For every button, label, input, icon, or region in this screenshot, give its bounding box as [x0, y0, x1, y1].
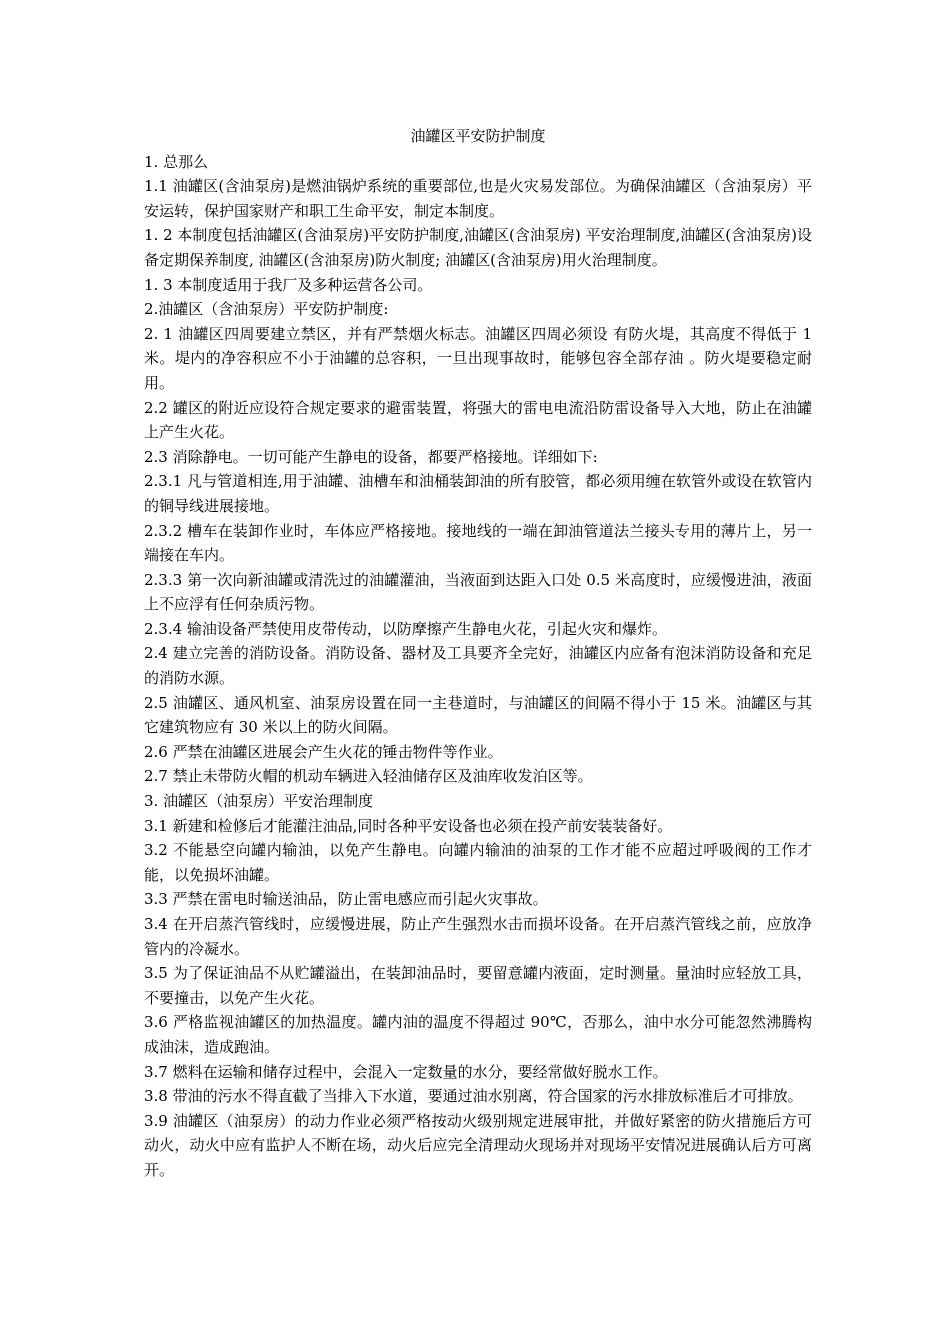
paragraph: 2.3.4 输油设备严禁使用皮带传动，以防摩擦产生静电火花，引起火灾和爆炸。 [144, 619, 667, 638]
paragraph: 1.1 油罐区(含油泵房)是燃油锅炉系统的重要部位,也是火灾易发部位。为确保油罐区（含油泵房）平安运转，保护国家财产和职工生命平安，制定本制度。 [144, 177, 812, 220]
paragraph: 1. 3 本制度适用于我厂及多种运营各公司。 [144, 275, 433, 294]
paragraph: 2.2 罐区的附近应设符合规定要求的避雷装置，将强大的雷电电流沿防雷设备导入大地，防止在油罐上产生火花。 [144, 398, 812, 442]
paragraph: 3.4 在开启蒸汽管线时，应缓慢进展，防止产生强烈水击而损坏设备。在开启蒸汽管线之前，应放净管内的冷凝水。 [144, 915, 812, 958]
paragraph: 2.3.3 第一次向新油罐或清洗过的油罐灌油，当液面到达距入口处 0.5 米高度时，应缓慢进油，液面上不应浮有任何杂质污物。 [144, 570, 812, 614]
section-heading: 1. 总那么 [144, 152, 209, 171]
paragraph: 2.3.1 凡与管道相连,用于油罐、油槽车和油桶装卸油的所有胶管，都必须用缠在软管外或设在软管内的铜导线进展接地。 [144, 472, 812, 515]
paragraph: 2.3 消除静电。一切可能产生静电的设备，都要严格接地。详细如下: [144, 447, 598, 466]
paragraph: 3.9 油罐区（油泵房）的动力作业必须严格按动火级别规定进展审批，并做好紧密的防火措施后方可动火，动火中应有监护人不断在场，动火后应完全清理动火现场并对现场平安情况进展确认后方可离开。 [144, 1111, 812, 1179]
paragraph: 3.7 燃料在运输和储存过程中，会混入一定数量的水分，要经常做好脱水工作。 [144, 1062, 668, 1081]
paragraph: 2.3.2 槽车在装卸作业时，车体应严格接地。接地线的一端在卸油管道法兰接头专用的薄片上，另一端接在车内。 [144, 521, 812, 565]
paragraph: 2.6 严禁在油罐区进展会产生火花的锤击物件等作业。 [144, 742, 503, 761]
paragraph: 2.7 禁止未带防火帽的机动车辆进入轻油储存区及油库收发泊区等。 [144, 767, 593, 786]
section-heading: 2.油罐区（含油泵房）平安防护制度: [144, 300, 389, 319]
paragraph: 3.2 不能悬空向罐内输油，以免产生静电。向罐内输油的油泵的工作才能不应超过呼吸阀的工作才能，以免损坏油罐。 [144, 841, 812, 884]
paragraph: 2.5 油罐区、通风机室、油泵房设置在同一主巷道时，与油罐区的间隔不得小于 15 米。油罐区与其它建筑物应有 30 米以上的防火间隔。 [144, 693, 812, 737]
paragraph: 1. 2 本制度包括油罐区(含油泵房)平安防护制度,油罐区(含油泵房) 平安治理制度,油罐区(含油泵房)设备定期保养制度, 油罐区(含油泵房)防火制度; 油罐区(含油泵房)用火治理制度。 [144, 226, 812, 269]
paragraph: 3.3 严禁在雷电时输送油品，防止雷电感应而引起火灾事故。 [144, 890, 548, 909]
paragraph: 3.8 带油的污水不得直截了当排入下水道，要通过油水别离，符合国家的污水排放标准后才可排放。 [144, 1087, 803, 1106]
section-heading: 3. 油罐区（油泵房）平安治理制度 [144, 792, 374, 811]
paragraph: 2.4 建立完善的消防设备。消防设备、器材及工具要齐全完好，油罐区内应备有泡沫消防设备和充足的消防水源。 [144, 644, 812, 688]
document-page [144, 124, 812, 1183]
paragraph: 3.1 新建和检修后才能灌注油品,同时各种平安设备也必须在投产前安装装备好。 [144, 816, 673, 835]
paragraph: 3.6 严格监视油罐区的加热温度。罐内油的温度不得超过 90℃，否那么，油中水分可能忽然沸腾构成油沫，造成跑油。 [144, 1013, 812, 1056]
paragraph: 3.5 为了保证油品不从贮罐溢出，在装卸油品时，要留意罐内液面，定时测量。量油时应轻放工具，不要撞击，以免产生火花。 [144, 964, 812, 1007]
paragraph: 2. 1 油罐区四周要建立禁区，并有严禁烟火标志。油罐区四周必须设 有防火堤，其高度不得低于 1 米。堤内的净容积应不小于油罐的总容积，一旦出现事故时，能够包容全部存油 。防火堤要稳定耐用。 [144, 324, 812, 392]
document-title: 油罐区平安防护制度 [410, 127, 546, 145]
